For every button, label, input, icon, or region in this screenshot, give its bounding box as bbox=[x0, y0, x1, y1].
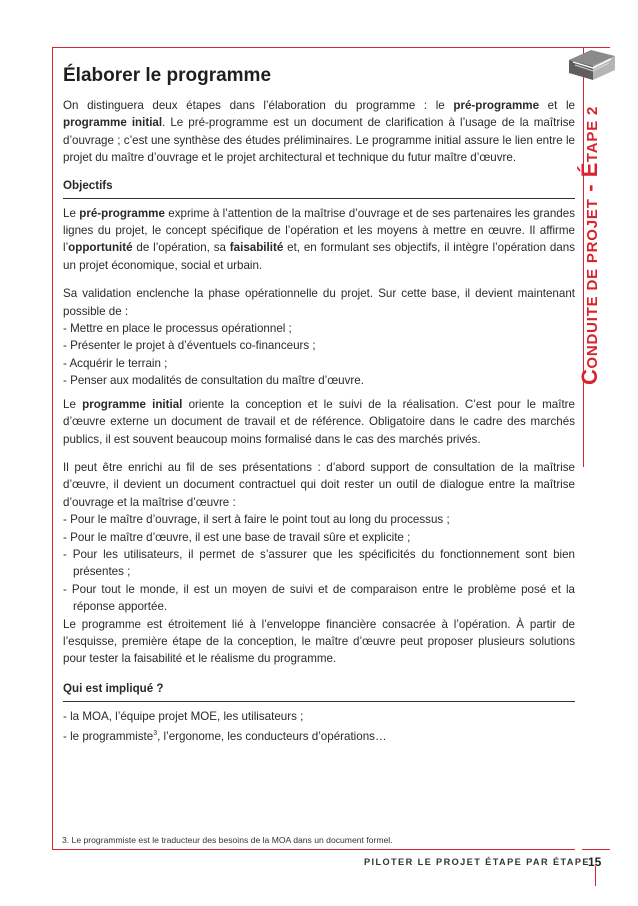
frame-bottom-rule bbox=[52, 849, 575, 850]
list-item: - Pour le maître d’ouvrage, il sert à faire le point tout au long du processus ; bbox=[63, 513, 450, 527]
validation-list bbox=[63, 320, 575, 390]
page-number-tick bbox=[595, 866, 596, 886]
financial-paragraph: Le programme est étroitement lié à l’enveloppe financière consacrée à l’opération. À partir de l’esquisse, première étape de la conception, le maître d’œuvre peut proposer plusieurs solutions pour tester la faisabilité et le réalisme du programme. bbox=[63, 617, 575, 666]
list-item: - Mettre en place le processus opérationnel ; bbox=[63, 322, 292, 336]
enrichment-paragraph: Il peut être enrichi au fil de ses présentations : d’abord support de consultation de la maîtrise d’œuvre, il devient un document contractuel qui doit rester un outil de dialogue entre la maîtrise d’ouvrage et la maîtrise d’œuvre : bbox=[63, 460, 575, 509]
side-chapter-title: CONDUITE DE PROJET - ÉTAPE 2 bbox=[577, 105, 602, 385]
list-item: - la MOA, l’équipe projet MOE, les utilisateurs ; bbox=[63, 709, 304, 723]
intro-paragraph: On distinguera deux étapes dans l’élaboration du programme : le pré-programme et le programme initial. Le pré-programme est un document de clarification à l’usage de la maîtrise d’ouvrage ; c’est une synthèse des études préliminaires. Le programme initial assure le lien entre le projet du maître d’ouvrage et le projet architectural et technique du futur maître d’œuvre. bbox=[63, 99, 575, 165]
frame-top-rule bbox=[52, 47, 610, 48]
qui-heading: Qui est impliqué ? bbox=[63, 681, 164, 695]
qui-rule bbox=[63, 701, 575, 702]
objectifs-heading: Objectifs bbox=[63, 178, 113, 192]
list-item: - Penser aux modalités de consultation du maître d’œuvre. bbox=[63, 374, 364, 388]
list-item: - Pour les utilisateurs, il permet de s’assurer que les spécificités du fonctionnement sont bien présentes ; bbox=[63, 547, 575, 579]
list-item: - le programmiste$^3$, l’ergonome, les conducteurs d’opérations… bbox=[63, 730, 387, 744]
list-item: - Pour tout le monde, il est un moyen de suivi et de comparaison entre le problème posé et la réponse apportée. bbox=[63, 582, 575, 614]
programme-initial-paragraph: Le programme initial oriente la conception et le suivi de la réalisation. C’est pour le maître d’œuvre externe un document de travail et de référence. Obligatoire dans le cadre des marchés publics, il est souvent beaucoup moins formalisé dans le cas des marchés privés. bbox=[63, 397, 575, 446]
page-number-rule bbox=[582, 849, 610, 850]
page-number: 15 bbox=[588, 855, 602, 869]
main-content bbox=[63, 64, 575, 745]
validation-paragraph: Sa validation enclenche la phase opérationnelle du projet. Sur cette base, il devient maintenant possible de : bbox=[63, 287, 575, 318]
list-item: - Acquérir le terrain ; bbox=[63, 356, 168, 370]
running-footer: PILOTER LE PROJET ÉTAPE PAR ÉTAPE bbox=[364, 857, 590, 867]
footnote-ref: 3 bbox=[153, 730, 158, 738]
frame-left-rule bbox=[52, 47, 53, 850]
list-item: - Présenter le projet à d’éventuels co-financeurs ; bbox=[63, 339, 316, 353]
footnote: 3. Le programmiste est le traducteur des besoins de la MOA dans un document formel. bbox=[62, 835, 393, 845]
list-item: - Pour le maître d’œuvre, il est une base de travail sûre et explicite ; bbox=[63, 530, 411, 544]
preprogramme-paragraph: Le pré-programme exprime à l’attention de la maîtrise d’ouvrage et de ses partenaires les grandes lignes du projet, le concept spécifique de l’opération et les moyens à mettre en œuvre. Il affirme l’opportunité de l’opération, sa faisabilité et, en formulant ses objectifs, il intègre l’opération dans un projet économique, social et urbain. bbox=[63, 206, 575, 272]
objectifs-rule bbox=[63, 198, 575, 199]
qui-list bbox=[63, 708, 575, 746]
page-title: Élaborer le programme bbox=[63, 65, 272, 86]
stakeholder-list bbox=[63, 511, 575, 615]
